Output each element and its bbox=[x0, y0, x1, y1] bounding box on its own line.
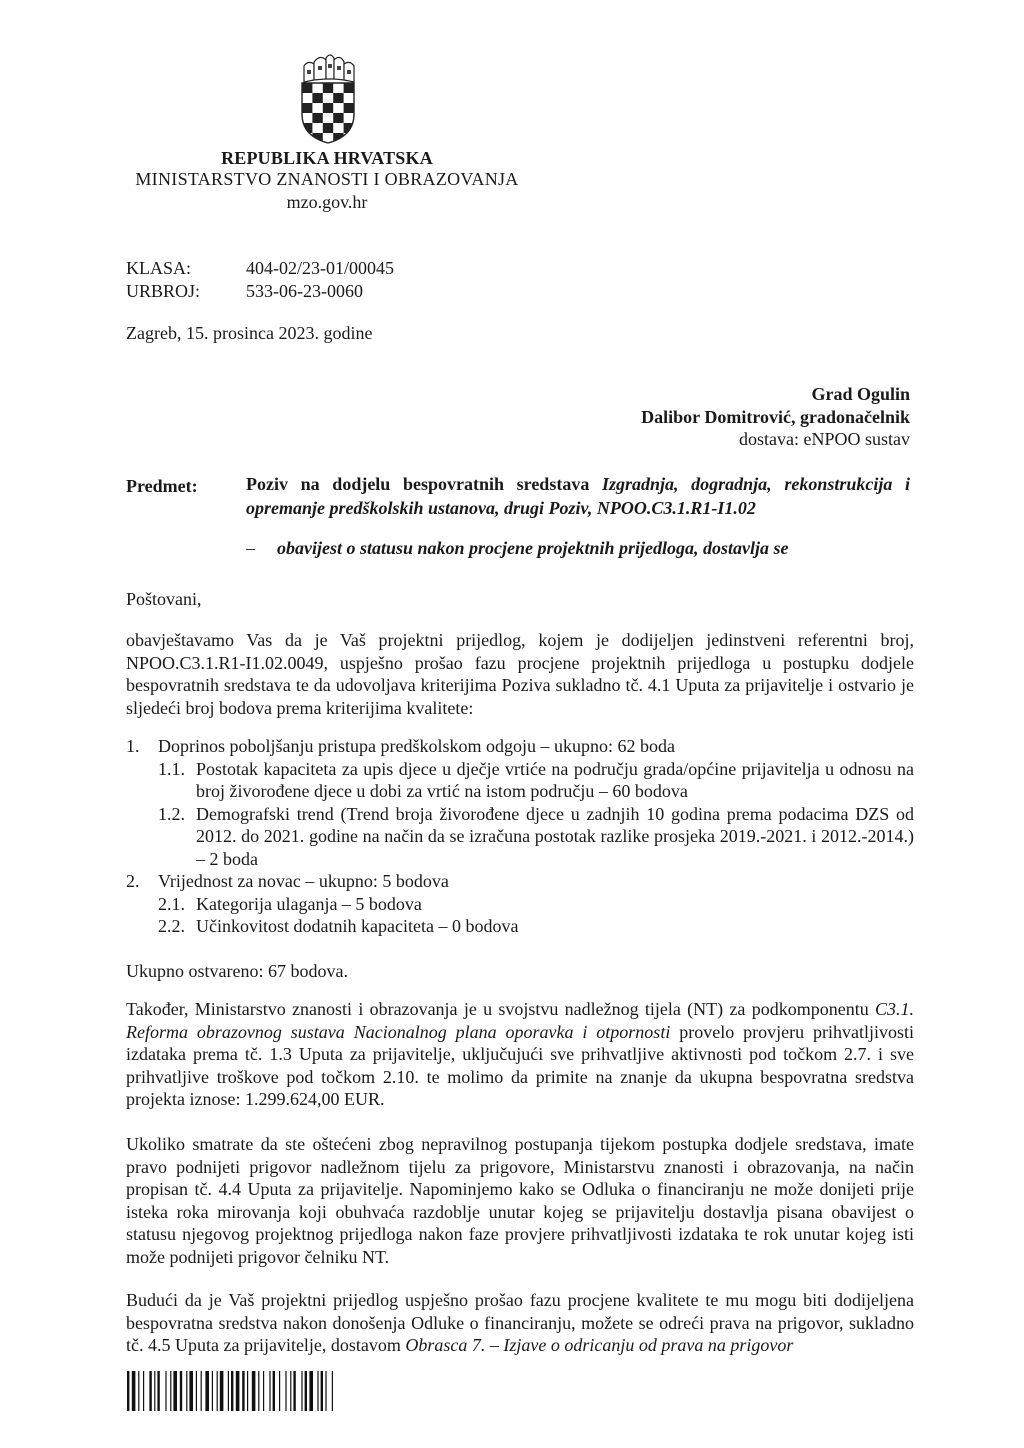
coat-of-arms-icon bbox=[298, 52, 358, 144]
sub-criterion-number: 2.2. bbox=[158, 916, 185, 936]
criterion-item bbox=[126, 870, 914, 893]
paragraph-complaint: Ukoliko smatrate da ste oštećeni zbog nepravilnog postupanja tijekom postupka dodjele sredstava, imate pravo podnijeti prigovor nadležnom tijelu za prigovore, Ministarstvu znanosti i obrazovanja, na način propisan tč. 4.4 Uputa za prijavitelje. Napominjemo kako se Odluka o financiranju ne može donijeti prije isteka roka mirovanja koji obuhvaća razdoblje unutar kojeg se prijavitelju dostavlja pisana obavijest o statusu njegovog projektnog prijedloga nakon faze provjere prihvatljivosti izdataka te rok unutar kojeg isti može podnijeti prigovor čelniku NT. bbox=[126, 1134, 914, 1267]
subject-text bbox=[246, 472, 910, 520]
sub-criterion-item bbox=[126, 915, 914, 938]
subject-dash: – bbox=[246, 538, 255, 558]
sub-criterion-item bbox=[126, 758, 914, 803]
criteria-list bbox=[126, 735, 914, 938]
paragraph-waiver bbox=[126, 1289, 914, 1357]
sub-criterion-text: Postotak kapaciteta za upis djece u dječje vrtiće na području grada/općine prijavitelja u odnosu na broj živorođene djece u dobi za vrtić na istom području – 60 bodova bbox=[196, 758, 914, 801]
paragraph-waiver-part1: Budući da je Vaš projektni prijedlog uspješno prošao fazu procjene kvalitete te mu mogu biti dodijeljena bespovratna sredstva nakon donošenja Odluke o financiranju, možete se odreći prava na prigovor, sukladno tč. 4.5 Uputa za prijavitelje, dostavom bbox=[126, 1290, 914, 1355]
subject-subline-text: obavijest o statusu nakon procjene projektnih prijedloga, dostavlja se bbox=[277, 538, 789, 558]
criterion-text: Doprinos poboljšanju pristupa predškolskom odgoju – ukupno: 62 boda bbox=[158, 736, 675, 756]
paragraph-eligibility-part2: provelo provjeru prihvatljivosti izdataka prema tč. 1.3 Uputa za prijavitelje, uključujući sve prihvatljive aktivnosti pod točkom 2.7. i sve prihvatljive troškove pod točkom 2.10. te molimo da primite na znanje da ukupna bespovratna sredstva projekta iznose: 1.299.624,00 EUR. bbox=[126, 1021, 915, 1109]
sub-criterion-text: Demografski trend (Trend broja živorođene djece u zadnjih 10 godina prema podacima DZS od 2012. do 2021. godine na način da se izračuna postotak razlike prosjeka 2019.-2021. i 2012.-2014.) – 2 boda bbox=[196, 803, 914, 869]
sub-criterion-number: 2.1. bbox=[158, 893, 185, 914]
subject-text-plain: Poziv na dodjelu bespovratnih sredstava bbox=[246, 474, 590, 494]
ministry-website: mzo.gov.hr bbox=[286, 192, 368, 212]
sub-criterion-item bbox=[126, 893, 914, 916]
klasa-value: 404-02/23-01/00045 bbox=[246, 258, 394, 278]
barcode-icon bbox=[127, 1371, 417, 1411]
place-date: Zagreb, 15. prosinca 2023. godine bbox=[126, 323, 373, 343]
sub-criterion-text: Učinkovitost dodatnih kapaciteta – 0 bodova bbox=[196, 916, 519, 936]
recipient-city: Grad Ogulin bbox=[811, 384, 910, 404]
klasa-label: KLASA: bbox=[126, 258, 192, 278]
criterion-number: 1. bbox=[126, 736, 140, 756]
recipient-delivery: dostava: eNPOO sustav bbox=[739, 429, 910, 449]
greeting: Poštovani, bbox=[126, 589, 202, 609]
urbroj-label: URBROJ: bbox=[126, 281, 201, 301]
sub-criterion-item bbox=[126, 803, 914, 871]
paragraph-eligibility-italic: C3.1. Reforma obrazovnog sustava Nacionalnog plana oporavka i otpornosti bbox=[126, 999, 914, 1042]
paragraph-status: obavještavamo Vas da je Vaš projektni prijedlog, kojem je dodijeljen jedinstveni referentni broj, NPOO.C3.1.R1-I1.02.0049, uspješno prošao fazu procjene projektnih prijedloga u postupku dodjele bespovratnih sredstava te da udovoljava kriterijima Poziva sukladno tč. 4.1 Uputa za prijavitelje i ostvario je sljedeći broj bodova prema kriterijima kvalitete: bbox=[126, 630, 914, 718]
total-score: Ukupno ostvareno: 67 bodova. bbox=[126, 961, 348, 981]
recipient-person: Dalibor Domitrović, gradonačelnik bbox=[641, 407, 910, 427]
sub-criterion-number: 1.2. bbox=[158, 803, 185, 824]
paragraph-waiver-italic: Obrasca 7. – Izjave o odricanju od prava na prigovor bbox=[405, 1335, 794, 1355]
sub-criterion-text: Kategorija ulaganja – 5 bodova bbox=[196, 893, 422, 914]
sub-criterion-number: 1.1. bbox=[158, 758, 185, 779]
criterion-number: 2. bbox=[126, 871, 140, 891]
subject-label: Predmet: bbox=[126, 476, 198, 496]
paragraph-eligibility-part1: Također, Ministarstvo znanosti i obrazovanja je u svojstvu nadležnog tijela (NT) za podkomponentu bbox=[126, 999, 875, 1019]
criterion-item bbox=[126, 735, 914, 758]
urbroj-value: 533-06-23-0060 bbox=[246, 281, 363, 301]
subject-text-italic: Izgradnja, dogradnja, rekonstrukcija i opremanje predškolskih ustanova, drugi Poziv, NPOO.C3.1.R1-I1.02 bbox=[246, 474, 911, 518]
paragraph-eligibility bbox=[126, 998, 914, 1111]
republic-title: REPUBLIKA HRVATSKA bbox=[221, 148, 433, 168]
criterion-text: Vrijednost za novac – ukupno: 5 bodova bbox=[158, 871, 449, 891]
subject-subline bbox=[246, 538, 789, 559]
ministry-title: MINISTARSTVO ZNANOSTI I OBRAZOVANJA bbox=[135, 169, 519, 189]
